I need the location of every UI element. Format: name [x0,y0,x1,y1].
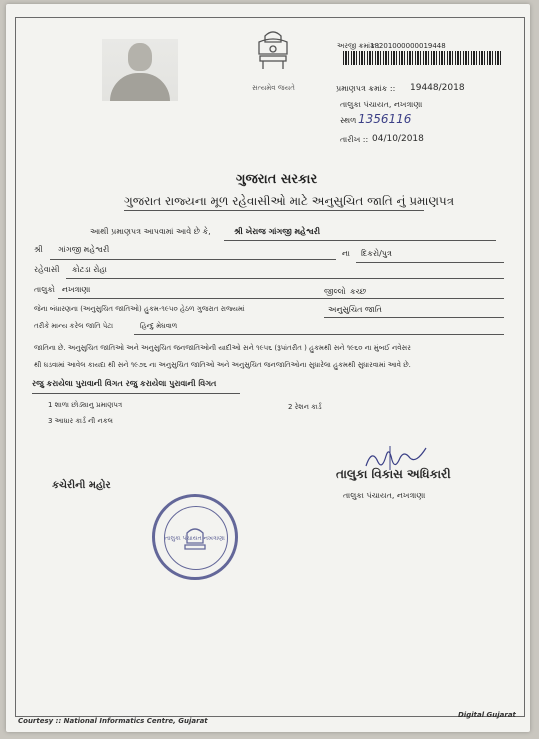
father-name-line [50,259,336,260]
taluka-line [58,298,504,299]
caste-value: હિન્દુ મેઘવાળ [140,322,178,330]
officer-office: તાલુકા પંચાયત, નખત્રાણા [343,491,426,500]
barcode [343,51,503,65]
courtesy-text: Courtesy :: National Informatics Centre, Gujarat [18,717,208,725]
relation-value: દિકરો/પુત્ર [361,249,392,258]
father-name: ગાંગજી મહેશ્વરી [58,245,110,254]
paragraph-line-1: જાતિના છે. અનુસુચિત જાતિઓ અને અનુસુચિત જનજાતિઓની યાદીઓ સને ૧૯૫૬ (રૂપાંતરીત ) હુકમથી સને ૧૯૬૦ ના મુંબઈ નવેસર [34,344,411,352]
officer-title: તાલુકા વિકાસ અધિકારી [336,467,451,481]
emblem-caption: સત્યમેવ જયતે [252,84,295,92]
district-value: કચ્છ [350,287,367,296]
date-value: 04/10/2018 [372,134,424,144]
district-label: જીલ્લો [324,287,346,296]
taluka-label: તાલુકો [34,285,55,294]
applicant-name: શ્રી ખેરાજ ગાંગજી મહેશ્વરી [234,227,321,236]
date-label: તારીખ :: [340,135,369,144]
form-number-value: 18201000000019448 [370,42,446,50]
caste-line [134,334,504,335]
certificate-number-label: પ્રમાણપત્ર ક્રમાંક :: [336,84,396,93]
place-label: સ્થળ [340,116,357,125]
government-title: ગુજરાત સરકાર [236,172,318,187]
digital-gujarat-brand: Digital Gujarat [458,711,516,719]
documents-heading-underline [32,393,240,394]
caste-order-value: અનુસુચિત જાતિ [328,305,382,314]
document-item-2: 2 રેશન કાર્ડ [288,403,322,411]
residence-label: રહેવાસી [34,265,60,274]
certificate-sheet [6,4,530,732]
certificate-title: ગુજરાત રાજ્યના મૂળ રહેવાસીઓ માટે અનુસુચિત જાતિ નું પ્રમાણપત્ર [124,194,455,208]
taluka-value: નખત્રાણા [62,285,91,294]
caste-recognized-label: તરીકે માન્ય કરેલ જાતિ પેટા [34,322,114,330]
issuing-office: તાલુકા પંચાયત, નખત્રાણા [340,100,423,109]
residence-line [66,278,504,279]
office-seal [152,494,238,580]
office-seal-label: કચેરીની મહોર [52,480,111,491]
form-number-label: અરજી ક્રમાંક : [337,42,380,50]
place-value: 1356116 [358,112,412,126]
intro-text: આથી પ્રમાણપત્ર આપવામાં આવે છે કે, [90,227,211,236]
title-underline [124,210,424,211]
residence-value: કોટડા રોહા [72,265,107,274]
document-item-3: 3 આધાર કાર્ડ ની નકલ [48,417,113,425]
paragraph-line-2: થી ઘડવામાં આવેલ કાયદા થી સને ૧૯૭૬ ના અનુસુચિત જાતિઓ અને અનુસુચિત જનજાતિઓના સુધારેલા હુકમથી સુધારવામાં આવે છે. [34,361,411,369]
seal-text: તાલુકા પંચાયત નખત્રાણા [165,535,225,542]
caste-order-line [324,317,504,318]
document-item-1: 1 શાળા છોડ્યાનુ પ્રમાણપત્ર [48,401,123,409]
applicant-photo [102,39,178,101]
caste-order-text: જેના બંધારણના (અનુસુચિત જાતિઓ) હુકમ-૧૯૫૦ હેઠળ ગુજરાત રાજ્યમાં [34,305,245,313]
documents-heading: રજુ કરાયેલા પુરાવાની વિગત રજુ કરાયેલા પુરાવાની વિગત [32,379,217,388]
applicant-name-line [224,240,496,241]
certificate-number-value: 19448/2018 [410,83,465,93]
relation-label: ના [342,249,350,258]
relation-line [356,262,504,263]
prefix-shri: શ્રી [34,245,43,254]
ashoka-emblem-icon [251,28,295,82]
